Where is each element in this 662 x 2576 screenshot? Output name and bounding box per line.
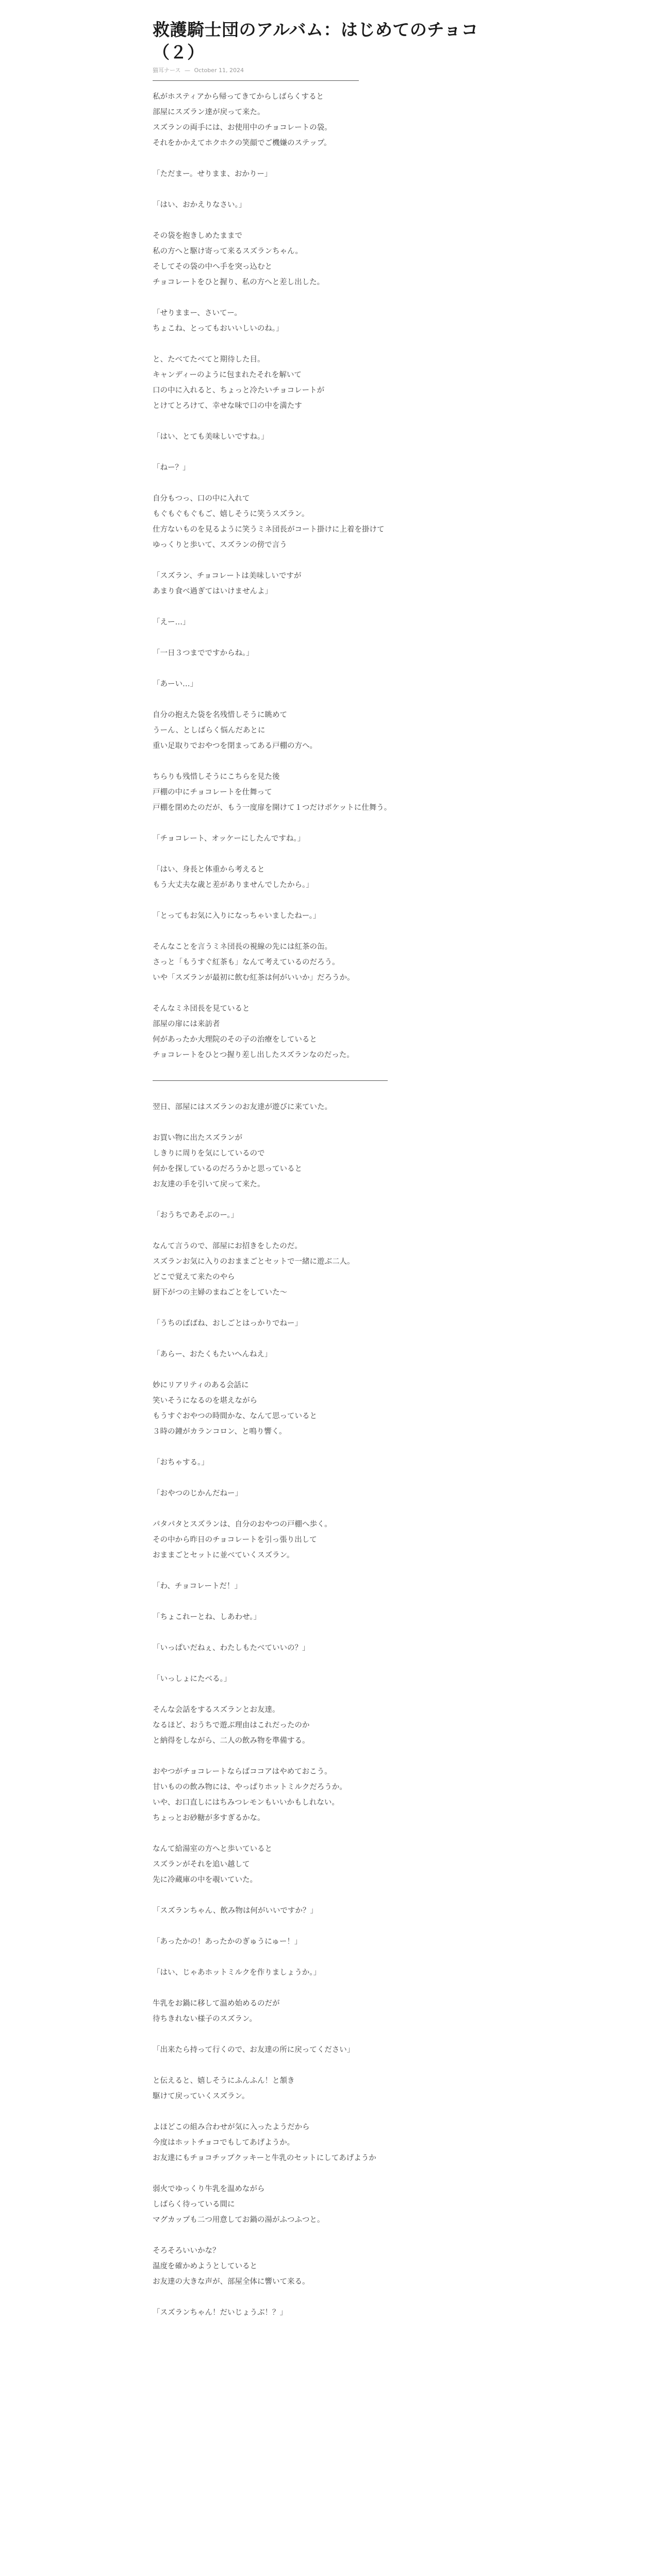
text-line: キャンディーのように包まれたそれを解いて [153, 371, 302, 379]
paragraph [153, 1239, 509, 1300]
text-line: と、たべてたべてと期待した目。 [153, 355, 265, 364]
text-line: スズランがそれを追い越して [153, 1860, 250, 1869]
text-line: チョコレートをひとつ握り差し出したスズランなのだった。 [153, 1051, 354, 1059]
text-line: ちょっとお砂糖が多すぎるかな。 [153, 1814, 265, 1822]
text-line: なるほど、おうちで遊ぶ理由はこれだったのか [153, 1721, 310, 1730]
paragraph [153, 1208, 509, 1223]
paragraph [153, 2305, 509, 2320]
paragraph [153, 89, 509, 151]
text-line: いや「スズランが最初に飲む紅茶は何がいいか」だろうか。 [153, 974, 355, 982]
text-line: 口の中に入れると、ちょっと冷たいチョコレートが [153, 386, 325, 395]
paragraph [153, 1841, 509, 1888]
text-line: 「はい、とても美味しいですね。」 [153, 433, 269, 441]
story-section-1 [153, 89, 509, 1063]
paragraph [153, 1640, 509, 1656]
text-line: どこで覚えて来たのやら [153, 1273, 235, 1281]
text-line: 「スズラン、チョコレートは美味しいですが [153, 572, 302, 580]
text-line: 「スズランちゃん！だいじょうぶ！？」 [153, 2309, 287, 2317]
title-divider [153, 80, 359, 81]
text-line: 今度はホットチョコでもしてあげようか。 [153, 2139, 295, 2147]
paragraph [153, 1378, 509, 1439]
paragraph [153, 1347, 509, 1362]
text-line: チョコレートをひと握り、私の方へと差し出した。 [153, 278, 325, 286]
section-divider [153, 1080, 388, 1081]
paragraph [153, 1579, 509, 1594]
paragraph [153, 1702, 509, 1749]
paragraph [153, 228, 509, 290]
text-line: 「ねー？」 [153, 464, 190, 472]
paragraph [153, 1130, 509, 1192]
text-line: 自分もつっ、口の中に入れて [153, 495, 250, 503]
text-line: 「はい、おかえりなさい。」 [153, 201, 246, 209]
text-line: しばらく待っている間に [153, 2200, 235, 2209]
text-line: お友達の手を引いて戻って来た。 [153, 1180, 265, 1189]
story-section-2 [153, 1099, 509, 2320]
text-line: なんて給湯室の方へと歩いていると [153, 1845, 272, 1853]
text-line: 私がホスティアから帰ってきてからしばらくすると [153, 93, 324, 101]
text-line: 「あったかの！あったかのぎゅうにゅー！」 [153, 1938, 302, 1946]
paragraph [153, 769, 509, 816]
text-line: 「出来たら持って行くので、お友達の所に戻ってください」 [153, 2046, 355, 2054]
text-line: もうすぐおやつの時間かな、なんて思っていると [153, 1412, 317, 1420]
paragraph [153, 2042, 509, 2058]
text-line: 笑いそうになるのを堪えながら [153, 1397, 257, 1405]
text-line: 部屋の扉には来訪者 [153, 1020, 220, 1028]
text-line: そしてその袋の中へ手を突っ込むと [153, 263, 272, 271]
post-author[interactable]: 猫耳ナース [153, 67, 181, 74]
text-line: その中から昨日のチョコレートを引っ張り出して [153, 1536, 317, 1544]
text-line: おままごとセットに並べていくスズラン。 [153, 1551, 294, 1560]
text-line: 「えー…」 [153, 618, 190, 626]
text-line: お友達の大きな声が、部屋全体に響いて来る。 [153, 2278, 310, 2286]
paragraph [153, 166, 509, 182]
text-line: 厨下がつの主婦のまねごとをしていた～ [153, 1289, 287, 1297]
text-line: 待ちきれない様子のスズラン。 [153, 2015, 257, 2023]
text-line: なんて言うので、部屋にお招きをしたのだ。 [153, 1242, 302, 1250]
paragraph [153, 908, 509, 924]
text-line: 私の方へと駆け寄って来るスズランちゃん。 [153, 247, 303, 256]
paragraph [153, 2120, 509, 2166]
text-line: しきりに周りを気にしているので [153, 1149, 265, 1158]
text-line: 何があったか大理院のその子の治療をしていると [153, 1036, 317, 1044]
paragraph [153, 1996, 509, 2027]
paragraph [153, 491, 509, 553]
text-line: おやつがチョコレートならばココアはやめておこう。 [153, 1768, 332, 1776]
text-line: もぐもぐもぐもご、嬉しそうに笑うスズラン。 [153, 510, 309, 518]
text-line: もう大丈夫な歳と差がありませんでしたから。」 [153, 881, 313, 889]
paragraph [153, 1517, 509, 1563]
paragraph [153, 1965, 509, 1980]
post-body [153, 89, 509, 2320]
paragraph [153, 1316, 509, 1331]
text-line: と伝えると、嬉しそうにふんふん！と頷き [153, 2077, 295, 2085]
text-line: お友達にもチョコチップクッキーと牛乳のセットにしてあげようか [153, 2154, 376, 2162]
paragraph [153, 1671, 509, 1687]
text-line: 「スズランちゃん、飲み物は何がいいですか？」 [153, 1907, 318, 1915]
text-line: 「おちゃする。」 [153, 1459, 209, 1467]
paragraph [153, 568, 509, 599]
text-line: 翌日、部屋にはスズランのお友達が遊びに来ていた。 [153, 1103, 332, 1111]
paragraph [153, 1609, 509, 1625]
paragraph [153, 1099, 509, 1115]
paragraph [153, 1001, 509, 1063]
text-line: パタパタとスズランは、自分のおやつの戸棚へ歩く。 [153, 1520, 332, 1529]
paragraph [153, 2243, 509, 2290]
paragraph [153, 676, 509, 692]
text-line: ３時の鐘がカランコロン、と鳴り響く。 [153, 1428, 287, 1436]
text-line: 「とってもお気に入りになっちゃいましたねー。」 [153, 912, 321, 920]
text-line: 妙にリアリティのある会話に [153, 1381, 249, 1389]
paragraph [153, 1934, 509, 1950]
post-title: 救護騎士団のアルバム：はじめてのチョコ（２） [153, 20, 478, 62]
paragraph [153, 2181, 509, 2228]
text-line: あまり食べ過ぎてはいけませんよ」 [153, 587, 272, 596]
paragraph [153, 1486, 509, 1501]
blog-post [153, 19, 509, 2336]
text-line: ゆっくりと歩いて、スズランの傍で言う [153, 541, 287, 549]
post-meta [153, 66, 509, 75]
text-line: 「せりままー、さいてー。 [153, 309, 242, 317]
text-line: 「あらー、おたくもたいへんねえ」 [153, 1350, 272, 1359]
text-line: 先に冷蔵庫の中を覗いていた。 [153, 1876, 257, 1884]
text-line: そんなことを言うミネ団長の視線の先には紅茶の缶。 [153, 943, 332, 951]
paragraph [153, 2073, 509, 2104]
text-line: 「ちょこれーとね、しあわせ。」 [153, 1613, 261, 1621]
paragraph [153, 1764, 509, 1826]
paragraph [153, 460, 509, 476]
paragraph [153, 1903, 509, 1919]
text-line: さっと「もうすぐ紅茶も」なんて考えているのだろう。 [153, 958, 340, 967]
text-line: うーん、としばらく悩んだあとに [153, 726, 266, 735]
text-line: ちらりも残惜しそうにこちらを見た後 [153, 773, 280, 781]
text-line: 戸棚の中にチョコレートを仕舞って [153, 788, 272, 796]
text-line: スズランお気に入りのおままごとセットで一緒に遊ぶ二人。 [153, 1258, 355, 1266]
text-line: 「うちのばばね、おしごとはっかりでねー」 [153, 1319, 302, 1328]
paragraph [153, 939, 509, 986]
paragraph [153, 707, 509, 754]
text-line: 甘いものの飲み物には、やっぱりホットミルクだろうか。 [153, 1783, 347, 1791]
text-line: その袋を抱きしめたままで [153, 232, 242, 240]
text-line: と納得をしながら、二人の飲み物を準備する。 [153, 1737, 310, 1745]
text-line: 仕方ないものを見るように笑うミネ団長がコート掛けに上着を掛けて [153, 526, 385, 534]
text-line: 「あーい…」 [153, 680, 197, 688]
paragraph [153, 646, 509, 661]
text-line: 戸棚を閉めたのだが、もう一度扉を開けて１つだけポケットに仕舞う。 [153, 804, 392, 812]
text-line: 「はい、身長と体重から考えると [153, 866, 265, 874]
text-line: 温度を確かめようとしていると [153, 2262, 257, 2270]
text-line: 自分の抱えた袋を名残惜しそうに眺めて [153, 711, 287, 719]
text-line: 「おうちであそぶのー。」 [153, 1211, 239, 1219]
text-line: スズランの両手には、お使用中のチョコレートの袋。 [153, 124, 332, 132]
text-line: それをかかえてホクホクの笑顔でご機嫌のステップ。 [153, 139, 332, 147]
text-line: そんな会話をするスズランとお友達。 [153, 1706, 280, 1714]
text-line: 駆けて戻っていくスズラン。 [153, 2092, 250, 2100]
text-line: 「ただまー。せりまま、おかりー」 [153, 170, 272, 178]
text-line: いや、お口直しにはちみつレモンもいいかもしれない。 [153, 1799, 339, 1807]
text-line: そろそろいいかな？ [153, 2247, 220, 2255]
paragraph [153, 429, 509, 445]
paragraph [153, 615, 509, 630]
paragraph [153, 352, 509, 414]
paragraph [153, 831, 509, 846]
text-line: 牛乳をお鍋に移して温め始めるのだが [153, 1999, 280, 2008]
post-date: October 11, 2024 [194, 67, 244, 74]
paragraph [153, 197, 509, 213]
text-line: よほどこの組み合わせが気に入ったようだから [153, 2123, 310, 2131]
text-line: 「いっしょにたべる。」 [153, 1675, 231, 1683]
text-line: 何かを探しているのだろうかと思っていると [153, 1165, 302, 1173]
text-line: 「チョコレート、オッケーにしたんですね。」 [153, 835, 305, 843]
text-line: マグカップも二つ用意してお鍋の湯がふつふつと。 [153, 2216, 325, 2224]
paragraph [153, 306, 509, 336]
text-line: 弱火でゆっくり牛乳を温めながら [153, 2185, 265, 2193]
paragraph [153, 1455, 509, 1470]
paragraph [153, 862, 509, 893]
text-line: そんなミネ団長を見ていると [153, 1005, 250, 1013]
text-line: ちょこね、とってもおいいしいのね。」 [153, 325, 284, 333]
text-line: 「一日３つまでですからね。」 [153, 649, 254, 657]
meta-separator: — [184, 67, 190, 74]
text-line: 重い足取りでおやつを閉まってある戸棚の方へ。 [153, 742, 317, 750]
text-line: 「おやつのじかんだねー」 [153, 1489, 242, 1498]
text-line: 部屋にスズラン達が戻って来た。 [153, 108, 265, 116]
text-line: 「わ、チョコレートだ！」 [153, 1582, 242, 1590]
text-line: 「はい、じゃあホットミルクを作りましょうか。」 [153, 1969, 321, 1977]
text-line: とけてとろけて、幸せな味で口の中を満たす [153, 402, 302, 410]
text-line: お買い物に出たスズランが [153, 1134, 242, 1142]
text-line: 「いっぱいだねぇ、わたしもたべていいの？」 [153, 1644, 310, 1652]
